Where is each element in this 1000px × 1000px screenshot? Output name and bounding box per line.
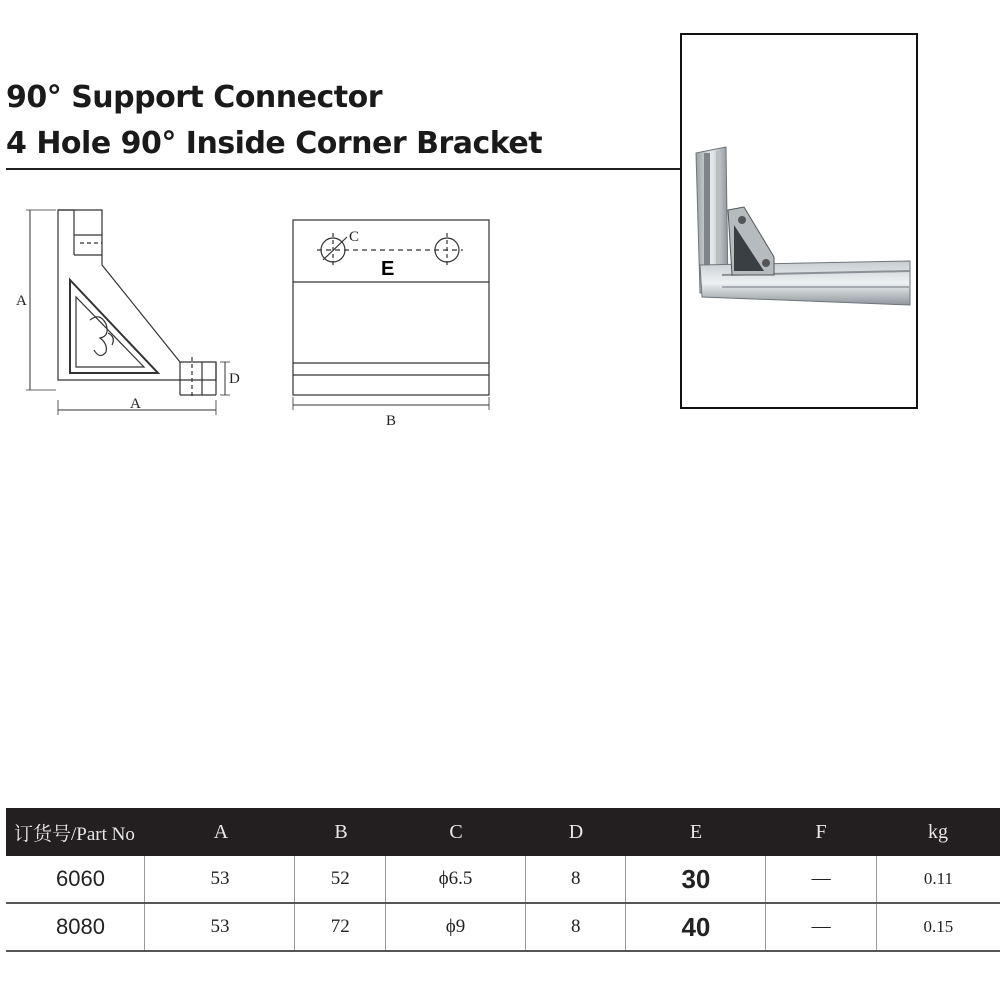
dim-label-d: D — [229, 371, 240, 387]
cell-b: 52 — [295, 856, 385, 902]
cell-part-no: 6060 — [6, 856, 145, 902]
cell-f: — — [766, 904, 876, 950]
dim-label-c: C — [349, 229, 360, 245]
header-b: B — [334, 820, 348, 843]
header-part-no: 订货号/Part No — [14, 823, 135, 845]
table-row — [6, 904, 1000, 952]
table-header-row — [6, 808, 1000, 856]
dim-label-e: E — [381, 258, 395, 280]
cell-kg: 0.11 — [923, 869, 953, 888]
title-line-1: 90° Support Connector — [6, 80, 383, 115]
product-photo — [680, 33, 918, 409]
dim-label-b: B — [386, 413, 397, 429]
cell-a: 53 — [145, 904, 295, 950]
cell-a: 53 — [145, 856, 295, 902]
cell-e: 40 — [626, 904, 766, 950]
header-kg: kg — [928, 820, 948, 843]
cell-b: 72 — [295, 904, 385, 950]
header-f: F — [815, 820, 827, 843]
dim-label-a-vertical: A — [16, 293, 27, 309]
cell-c: ϕ9 — [386, 904, 526, 950]
header-e: E — [689, 820, 703, 843]
cell-d: 8 — [526, 856, 626, 902]
corner-bracket-photo-icon — [682, 35, 916, 407]
title-divider — [6, 168, 682, 170]
table-row — [6, 856, 1000, 904]
side-view-drawing — [16, 205, 240, 430]
top-view-drawing — [285, 215, 500, 430]
cell-c: ϕ6.5 — [386, 856, 526, 902]
dim-label-a-horizontal: A — [130, 396, 141, 412]
cell-f: — — [766, 856, 876, 902]
cell-d: 8 — [526, 904, 626, 950]
spec-table — [6, 808, 1000, 952]
header-a: A — [213, 820, 229, 843]
header-d: D — [568, 820, 584, 843]
cell-e: 30 — [626, 856, 766, 902]
cell-part-no: 8080 — [6, 904, 145, 950]
title-line-2: 4 Hole 90° Inside Corner Bracket — [6, 126, 543, 161]
header-c: C — [449, 820, 463, 843]
cell-kg: 0.15 — [923, 917, 954, 936]
